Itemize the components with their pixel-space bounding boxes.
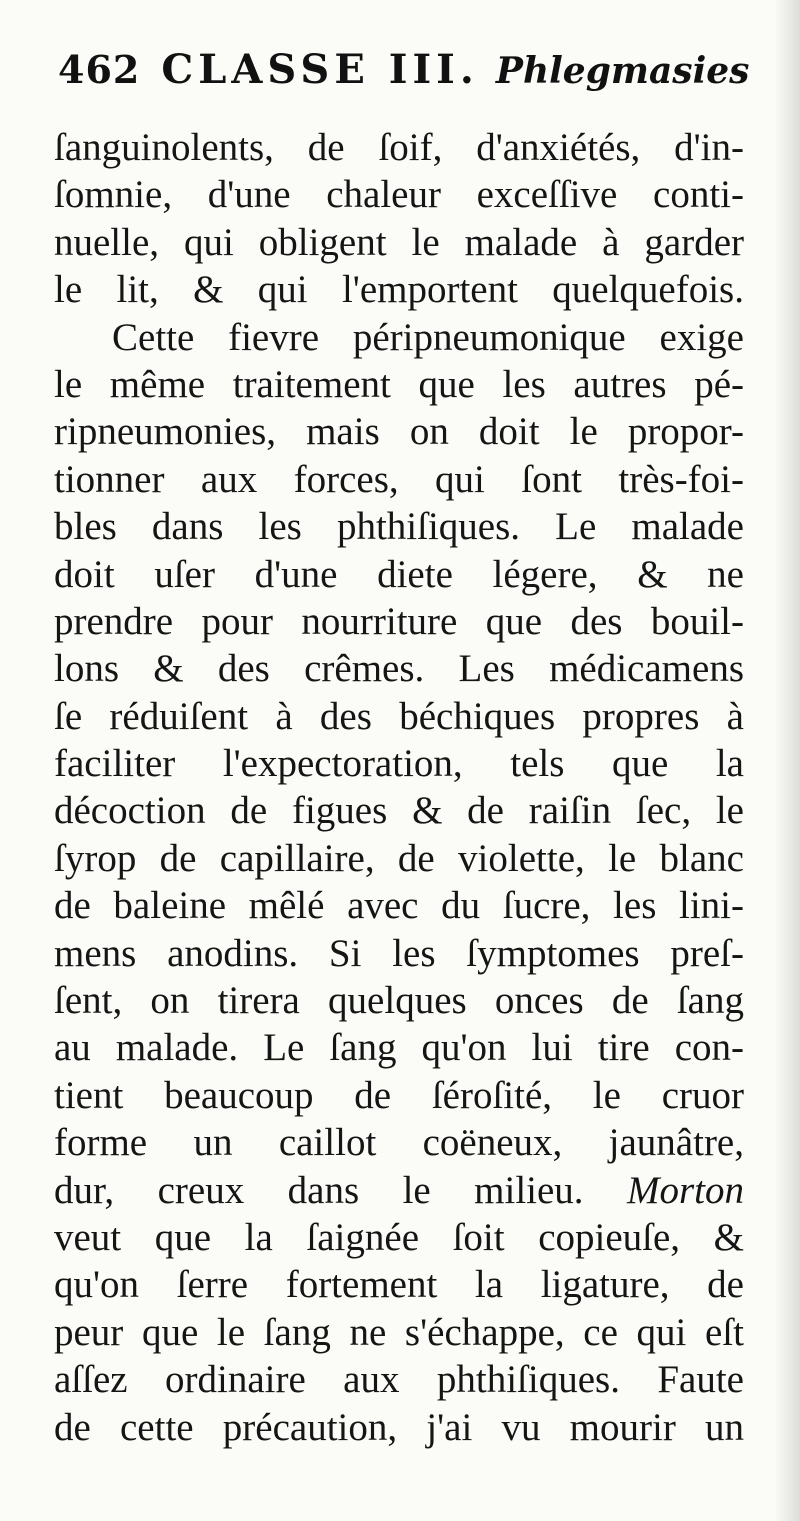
text-fragment: dur, creux dans le milieu. <box>54 1168 584 1212</box>
author-name-italic: Morton <box>627 1168 744 1212</box>
paragraph-first-line: Cette fievre péripneumonique exige <box>112 315 744 359</box>
page-edge-shadow <box>774 0 800 1521</box>
text-line: forme un caillot coëneux, jaunâtre, <box>54 1121 744 1165</box>
text-line: tionner aux forces, qui ſont très-foi- <box>54 457 744 501</box>
text-line: doit uſer d'une diete légere, & ne <box>54 552 744 596</box>
text-line: de baleine mêlé avec du ſucre, les lini- <box>54 884 744 928</box>
text-line: ſent, on tirera quelques onces de ſang <box>54 979 744 1023</box>
text-line: qu'on ſerre fortement la ligature, de <box>54 1263 744 1307</box>
text-line: le même traitement que les autres pé- <box>54 362 744 406</box>
text-line: ſyrop de capillaire, de violette, le blanc <box>54 836 744 880</box>
page-number: 462 <box>58 47 141 92</box>
text-line: veut que la ſaignée ſoit copieuſe, & <box>54 1215 744 1259</box>
text-line: peur que le ſang ne s'échappe, ce qui eſt <box>54 1310 744 1354</box>
text-line: ſanguinolents, de ſoif, d'anxiétés, d'in- <box>54 126 744 169</box>
text-line: faciliter l'expectoration, tels que la <box>54 742 744 786</box>
text-line: lons & des crêmes. Les médicamens <box>54 647 744 691</box>
header-section-title: Phlegmasies <box>495 50 750 92</box>
text-line: tient beaucoup de ſéroſité, le cruor <box>54 1073 744 1117</box>
text-line: au malade. Le ſang qu'on lui tire con- <box>54 1026 744 1070</box>
text-line: bles dans les phthiſiques. Le malade <box>54 505 744 549</box>
text-line: le lit, & qui l'emportent quelquefois. <box>54 268 744 312</box>
body-text <box>54 124 744 1451</box>
text-line: ripneumonies, mais on doit le propor- <box>54 410 744 454</box>
text-line: mens anodins. Si les ſymptomes preſ- <box>54 931 744 975</box>
text-line: décoction de figues & de raiſin ſec, le <box>54 789 744 833</box>
text-line: ſomnie, d'une chaleur exceſſive conti- <box>54 173 744 217</box>
text-line: nuelle, qui obligent le malade à garder <box>54 220 744 264</box>
text-line-with-italic-name <box>54 1167 744 1214</box>
text-line: ſe réduiſent à des béchiques propres à <box>54 694 744 738</box>
text-line: aſſez ordinaire aux phthiſiques. Faute <box>54 1358 744 1402</box>
text-line: prendre pour nourriture que des bouil- <box>54 599 744 643</box>
text-line: de cette précaution, j'ai vu mourir un <box>54 1405 744 1449</box>
running-header <box>58 46 758 102</box>
header-classe: CLASSE III. <box>161 46 479 93</box>
